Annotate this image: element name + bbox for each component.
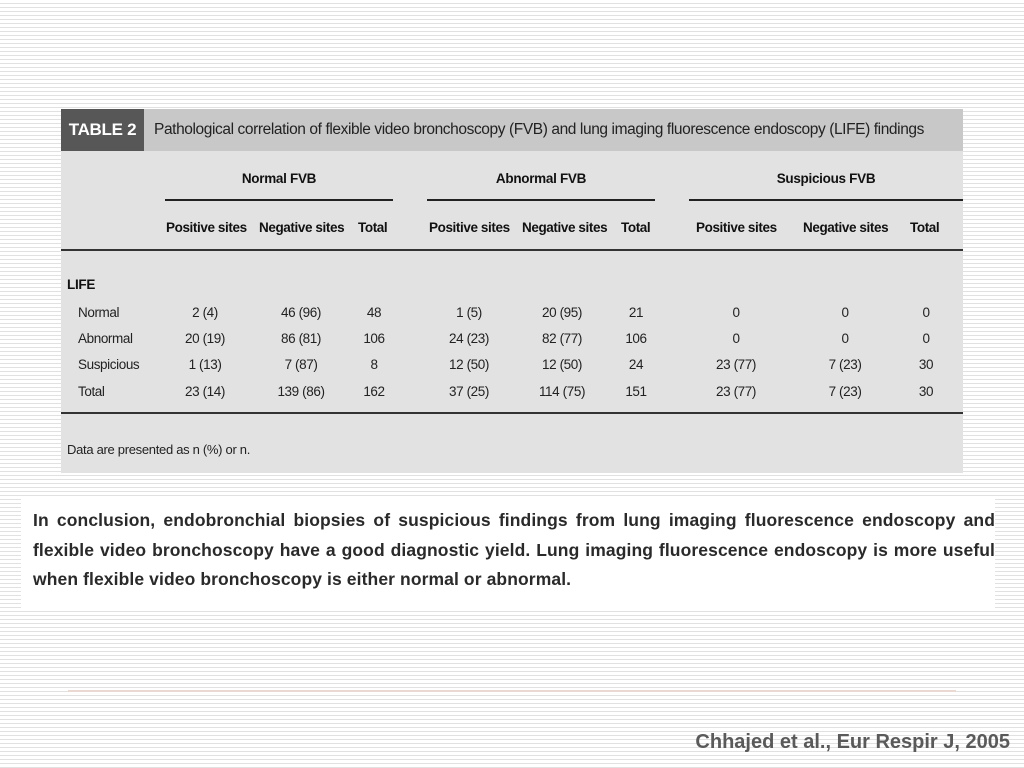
row-label-total: Total — [78, 384, 105, 399]
table-label: TABLE 2 — [61, 109, 144, 151]
table-cell: 30 — [918, 384, 934, 399]
table-cell: 7 (23) — [828, 357, 862, 372]
table-cell: 46 (96) — [281, 305, 321, 320]
table-cell: 7 (23) — [828, 384, 862, 399]
table-cell: 8 — [370, 357, 378, 372]
table-cell: 30 — [918, 357, 934, 372]
conclusion-text: In conclusion, endobronchial biopsies of suspicious findings from lung imaging fluorescence endoscopy and flexible video bronchoscopy have a good diagnostic yield. Lung imaging fluorescence endoscopy is more useful when flexible video bronchoscopy is either normal or abnormal. — [33, 510, 995, 589]
group-header-normal-fvb: Normal FVB — [241, 171, 317, 186]
table-cell: 0 — [732, 305, 740, 320]
row-label-normal: Normal — [78, 305, 120, 320]
col-header-negative-sites: Negative sites — [259, 220, 345, 235]
citation: Chhajed et al., Eur Respir J, 2005 — [695, 731, 1010, 753]
table-cell: 114 (75) — [538, 384, 586, 399]
table-cell: 86 (81) — [281, 331, 321, 346]
group-rule-abnormal — [427, 199, 655, 201]
group-rule-suspicious — [689, 199, 963, 201]
table-caption: Pathological correlation of flexible video bronchoscopy (FVB) and lung imaging fluorescence endoscopy (LIFE) findings — [154, 121, 924, 138]
table-cell: 24 — [628, 357, 644, 372]
table-cell: 12 (50) — [542, 357, 582, 372]
table-cell: 0 — [841, 331, 849, 346]
row-label-abnormal: Abnormal — [78, 331, 133, 346]
header-bottom-rule — [61, 249, 963, 251]
table-cell: 20 (19) — [185, 331, 225, 346]
divider-line — [68, 690, 956, 692]
table-cell: 48 — [366, 305, 382, 320]
table-cell: 0 — [922, 331, 930, 346]
table-cell: 82 (77) — [542, 331, 582, 346]
table-cell: 162 — [363, 384, 385, 399]
table-footnote: Data are presented as n (%) or n. — [67, 442, 251, 457]
table-cell: 2 (4) — [192, 305, 218, 320]
col-header-negative-sites: Negative sites — [522, 220, 608, 235]
group-header-abnormal-fvb: Abnormal FVB — [495, 171, 587, 186]
table-cell: 37 (25) — [449, 384, 489, 399]
table-cell: 21 — [628, 305, 644, 320]
table-cell: 23 (77) — [716, 357, 756, 372]
col-header-positive-sites: Positive sites — [696, 220, 777, 235]
col-header-total: Total — [358, 220, 388, 235]
table-cell: 151 — [625, 384, 647, 399]
table-cell: 1 (5) — [456, 305, 482, 320]
col-header-positive-sites: Positive sites — [166, 220, 247, 235]
table-cell: 0 — [841, 305, 849, 320]
col-header-total: Total — [910, 220, 940, 235]
group-header-suspicious-fvb: Suspicious FVB — [776, 171, 876, 186]
table-cell: 23 (77) — [716, 384, 756, 399]
table-cell: 106 — [363, 331, 385, 346]
table-cell: 20 (95) — [542, 305, 582, 320]
group-rule-normal — [165, 199, 393, 201]
table-cell: 12 (50) — [449, 357, 489, 372]
table-cell: 0 — [732, 331, 740, 346]
table-cell: 0 — [922, 305, 930, 320]
col-header-positive-sites: Positive sites — [429, 220, 510, 235]
section-label-life: LIFE — [67, 277, 96, 292]
table-cell: 23 (14) — [185, 384, 225, 399]
table-panel — [61, 109, 963, 473]
table-cell: 106 — [625, 331, 647, 346]
col-header-total: Total — [621, 220, 651, 235]
table-bottom-rule — [61, 412, 963, 414]
conclusion-box — [21, 498, 995, 610]
table-cell: 7 (87) — [284, 357, 318, 372]
table-cell: 1 (13) — [188, 357, 222, 372]
table-cell: 139 (86) — [277, 384, 325, 399]
table-cell: 24 (23) — [449, 331, 489, 346]
col-header-negative-sites: Negative sites — [803, 220, 889, 235]
row-label-suspicious: Suspicious — [78, 357, 140, 372]
